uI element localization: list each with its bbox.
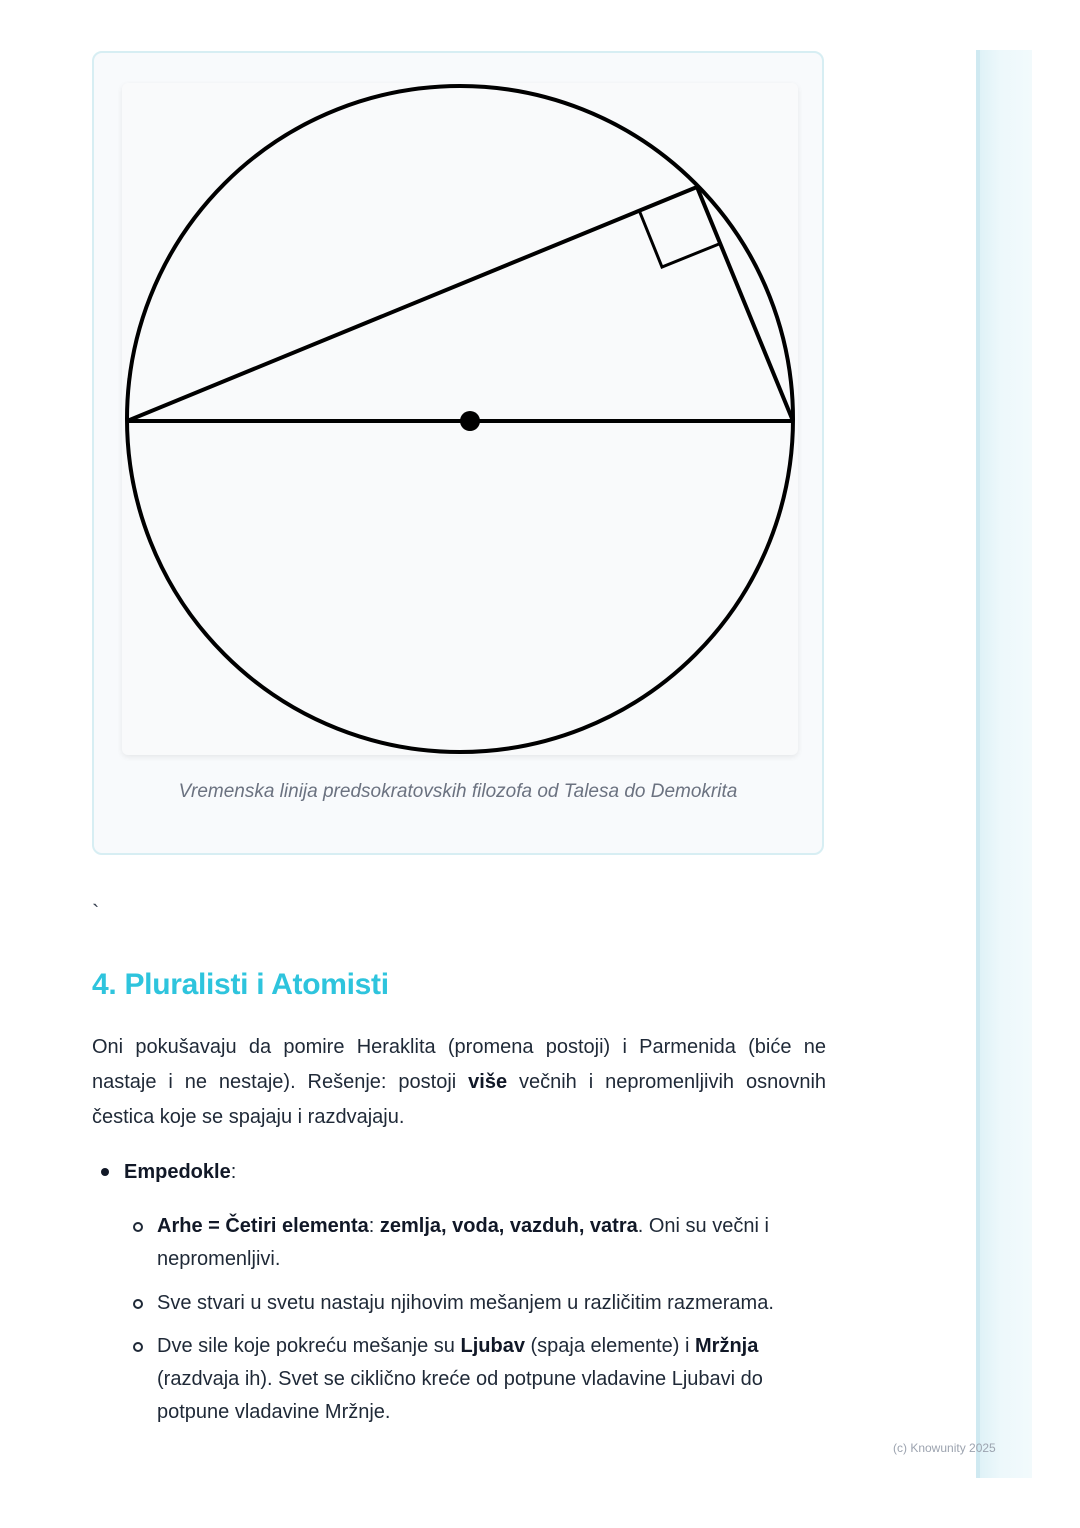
copyright: (c) Knowunity 2025 (893, 1441, 996, 1455)
stray-mark: ` (92, 900, 100, 925)
figure-image (122, 83, 798, 755)
circle-bullet-icon (133, 1299, 143, 1309)
section-heading: 4. Pluralisti i Atomisti (92, 968, 389, 1001)
right-sidebar-panel (976, 50, 1032, 1478)
chord-long (127, 187, 697, 421)
thales-circle-diagram (122, 83, 798, 755)
bullet-icon (101, 1168, 109, 1176)
circle-bullet-icon (133, 1342, 143, 1352)
figure-card (92, 51, 824, 855)
chord-short (697, 187, 793, 421)
circle-bullet-icon (133, 1222, 143, 1232)
intro-paragraph: Oni pokušavaju da pomire Heraklita (promena postoji) i Parmenida (biće ne nastaje i ne nestaje). Rešenje: postoji više večnih i nepromenljivih osnovnih čestica koje se spajaju i razdvajaju. (92, 1036, 827, 1128)
right-angle-marker (639, 210, 719, 267)
center-point (460, 411, 480, 431)
figure-caption: Vremenska linija predsokratovskih filozofa od Talesa do Demokrita (178, 781, 738, 802)
